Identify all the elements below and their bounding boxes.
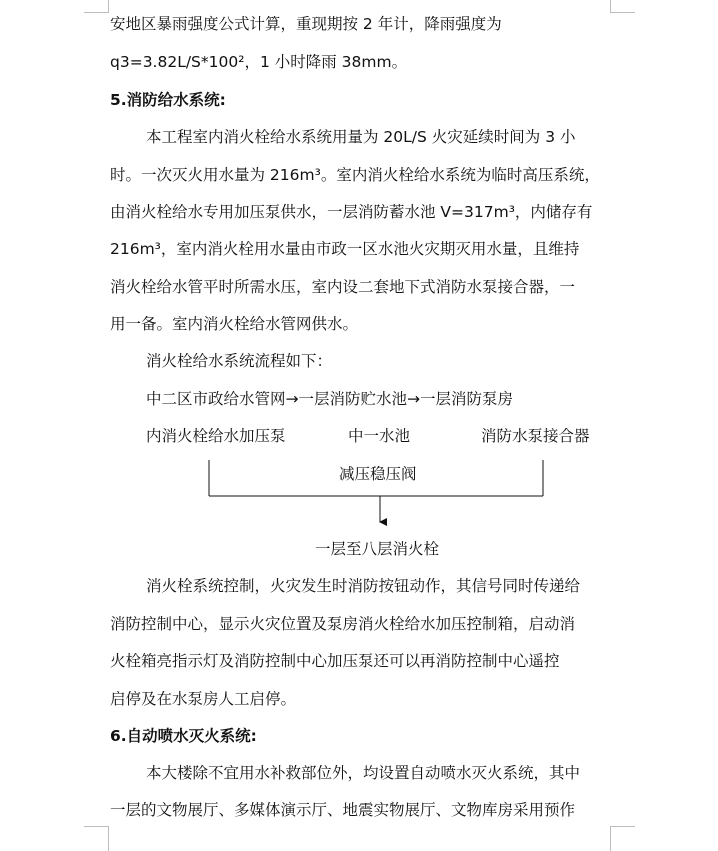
flow-row1: 中二区市政给水管网→一层消防贮水池→一层消防泵房 [146, 390, 513, 408]
paragraph-line: 本大楼除不宜用水补救部位外，均设置自动喷水灭火系统，其中 [146, 764, 581, 782]
paragraph-line: 216m³，室内消火栓用水量由市政一区水池火灾期灭用水量，且维持 [110, 240, 580, 258]
paragraph-line: 安地区暴雨强度公式计算，重现期按 2 年计，降雨强度为 [110, 15, 502, 33]
paragraph-line: 消防控制中心，显示火灾位置及泵房消火栓给水加压控制箱，启动消 [110, 615, 576, 633]
paragraph-line: 消火栓系统控制，火灾发生时消防按钮动作，其信号同时传递给 [146, 577, 581, 595]
paragraph-line: 火栓箱亮指示灯及消防控制中心加压泵还可以再消防控制中心遥控 [110, 652, 560, 670]
flow-node-hydrants: 一层至八层消火栓 [315, 540, 440, 558]
paragraph-line: q3=3.82L/S*100²，1 小时降雨 38mm。 [110, 53, 408, 71]
section-heading: 5.消防给水系统: [110, 91, 226, 109]
paragraph-line: 本工程室内消火栓给水系统用量为 20L/S 火灾延续时间为 3 小 [146, 128, 576, 146]
flow-node-booster-pump: 内消火栓给水加压泵 [146, 427, 286, 445]
flow-node-pump-adapter: 消防水泵接合器 [481, 427, 590, 445]
paragraph-line: 一层的文物展厅、多媒体演示厅、地震实物展厅、文物库房采用预作 [110, 801, 576, 819]
paragraph-line: 消火栓给水管平时所需水压，室内设二套地下式消防水泵接合器，一 [110, 278, 576, 296]
section-heading: 6.自动喷水灭火系统: [110, 727, 257, 745]
paragraph-line: 由消火栓给水专用加压泵供水，一层消防蓄水池 V=317m³，内储存有 [110, 203, 593, 221]
paragraph-line: 启停及在水泵房人工启停。 [110, 690, 297, 708]
flow-node-valve: 减压稳压阀 [339, 465, 417, 483]
paragraph-line: 用一备。室内消火栓给水管网供水。 [110, 315, 359, 333]
flow-intro: 消火栓给水系统流程如下： [146, 352, 333, 370]
flow-node-tank: 中一水池 [348, 427, 411, 445]
paragraph-line: 时。一次灭火用水量为 216m³。室内消火栓给水系统为临时高压系统， [110, 166, 600, 184]
